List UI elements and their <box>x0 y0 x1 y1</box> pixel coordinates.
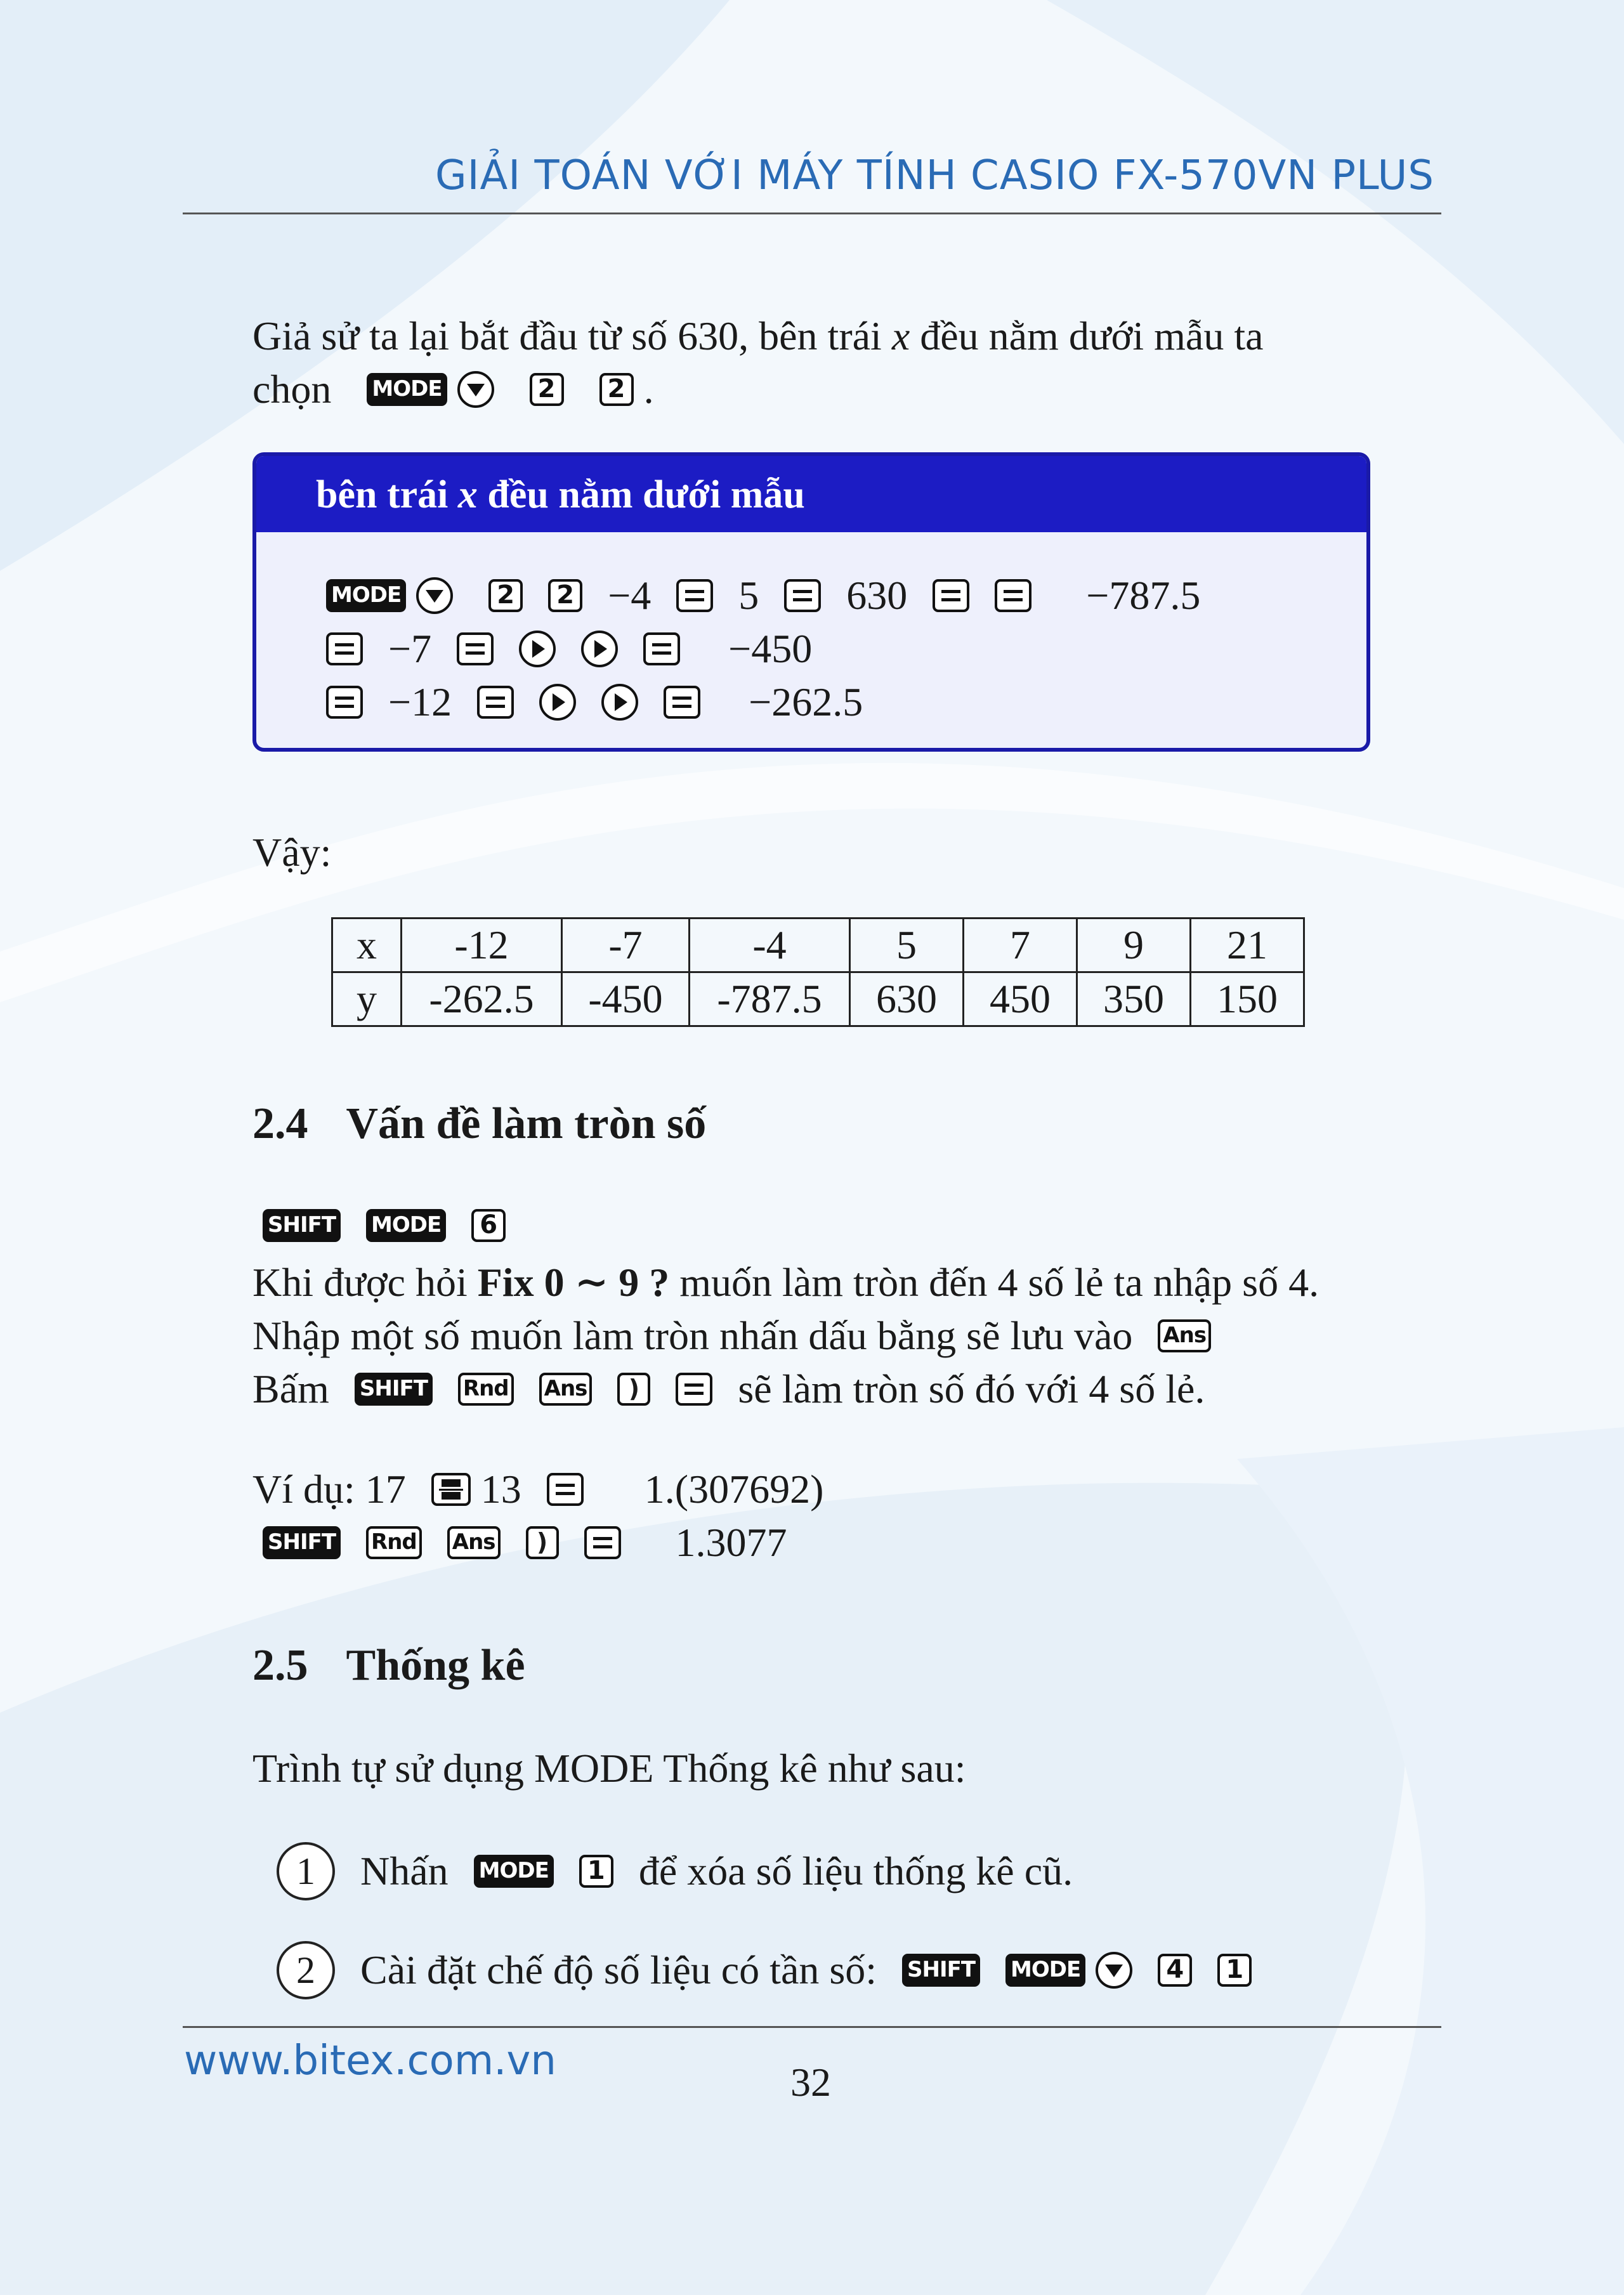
intro-text-b: đều nằm dưới mẫu ta <box>910 313 1264 358</box>
table-cell: -4 <box>690 919 850 972</box>
store-paragraph <box>252 1309 1211 1363</box>
table-cell: 150 <box>1191 972 1304 1026</box>
section-heading-2-5 <box>252 1640 525 1691</box>
shift-key: SHIFT <box>355 1373 433 1406</box>
intro-choose-label: chọn <box>252 367 332 412</box>
round-text-a: Bấm <box>252 1366 329 1411</box>
box-result: −450 <box>728 626 813 671</box>
box-row-1 <box>326 569 1200 622</box>
equals-key-icon <box>477 686 514 719</box>
box-row-2 <box>326 622 812 676</box>
statistics-intro: Trình tự sử dụng MODE Thống kê như sau: <box>252 1746 966 1791</box>
section-number: 2.4 <box>252 1099 308 1148</box>
equals-key-icon <box>933 579 969 612</box>
equals-key-icon <box>664 686 700 719</box>
ans-key: Ans <box>539 1373 593 1406</box>
equals-key-icon <box>643 632 680 665</box>
right-arrow-key-icon <box>601 684 638 721</box>
table-cell: x <box>332 919 402 972</box>
step-1-text-b: để xóa số liệu thống kê cũ. <box>638 1848 1073 1893</box>
example-line-1 <box>252 1463 823 1516</box>
table-cell: -262.5 <box>402 972 562 1026</box>
step-2-text: Cài đặt chế độ số liệu có tần số: <box>360 1947 877 1992</box>
equals-key-icon <box>676 579 713 612</box>
fix-text-a: Khi được hỏi <box>252 1260 478 1305</box>
equals-key-icon <box>676 1373 712 1406</box>
box-title-a: bên trái <box>316 473 458 516</box>
table-cell: 21 <box>1191 919 1304 972</box>
step-1 <box>277 1845 1073 1904</box>
table-row <box>332 919 1304 972</box>
table-cell: -787.5 <box>690 972 850 1026</box>
mode-key: MODE <box>1005 1954 1085 1987</box>
box-value: −7 <box>388 626 432 671</box>
fix-prompt: Fix 0 ∼ 9 ? <box>477 1260 670 1305</box>
footer-website-link[interactable]: www.bitex.com.vn <box>184 2037 556 2084</box>
step-1-text-a: Nhấn <box>360 1848 449 1893</box>
footer-divider <box>183 2026 1441 2028</box>
table-row <box>332 972 1304 1026</box>
header-divider <box>183 213 1441 214</box>
close-paren-key-icon: ) <box>617 1373 650 1406</box>
ans-key: Ans <box>1158 1319 1211 1352</box>
table-cell: 630 <box>850 972 964 1026</box>
shift-key: SHIFT <box>263 1209 341 1242</box>
section-number: 2.5 <box>252 1641 308 1690</box>
rnd-key: Rnd <box>366 1526 422 1559</box>
table-cell: -450 <box>562 972 690 1026</box>
table-cell: y <box>332 972 402 1026</box>
mode-key: MODE <box>326 579 406 612</box>
mode-key: MODE <box>367 373 447 406</box>
box-value: 5 <box>738 573 759 618</box>
example-result-1: 1.(307692) <box>644 1467 824 1512</box>
box-value: 630 <box>846 573 908 618</box>
key-1: 1 <box>579 1855 613 1888</box>
box-title-b: đều nằm dưới mẫu <box>477 473 805 516</box>
header-title: GIẢI TOÁN VỚI MÁY TÍNH CASIO FX-570VN PLUS <box>435 152 1434 199</box>
box-value: −12 <box>388 679 452 724</box>
box-result: −262.5 <box>749 679 863 724</box>
shift-key: SHIFT <box>263 1526 341 1559</box>
fix-paragraph <box>252 1256 1319 1309</box>
mode-key: MODE <box>474 1855 554 1888</box>
store-text: Nhập một số muốn làm tròn nhấn dấu bằng sẽ lưu vào <box>252 1313 1133 1358</box>
fix-key-sequence <box>263 1199 506 1252</box>
box-row-3 <box>326 676 863 729</box>
fix-text-b: muốn làm tròn đến 4 số lẻ ta nhập số 4. <box>669 1260 1320 1305</box>
intro-paragraph <box>252 310 1264 363</box>
table-cell: 9 <box>1077 919 1191 972</box>
rnd-key: Rnd <box>458 1373 514 1406</box>
equals-key-icon <box>457 632 494 665</box>
round-text-b: sẽ làm tròn số đó với 4 số lẻ. <box>738 1366 1205 1411</box>
step-number: 2 <box>277 1941 335 1999</box>
value-table <box>331 917 1305 1027</box>
equals-key-icon <box>326 686 363 719</box>
table-cell: 7 <box>964 919 1077 972</box>
page-number: 32 <box>790 2060 831 2105</box>
down-arrow-key-icon <box>457 371 494 408</box>
box-result: −787.5 <box>1086 573 1201 618</box>
key-4: 4 <box>1158 1954 1192 1987</box>
intro-variable: x <box>891 313 910 358</box>
intro-key-sequence <box>252 363 654 416</box>
mode-key: MODE <box>366 1209 446 1242</box>
right-arrow-key-icon <box>581 631 618 667</box>
example-label: Ví dụ: 17 <box>252 1467 406 1512</box>
intro-period: . <box>643 367 654 412</box>
section-heading-2-4 <box>252 1099 706 1149</box>
step-2 <box>277 1944 1252 2003</box>
step-number: 1 <box>277 1842 335 1900</box>
box-value: −4 <box>608 573 652 618</box>
example-result-2: 1.3077 <box>675 1520 787 1565</box>
key-2: 2 <box>488 579 523 612</box>
conclusion-label: Vậy: <box>252 830 332 875</box>
round-paragraph <box>252 1363 1205 1416</box>
section-title: Thống kê <box>346 1641 525 1690</box>
shift-key: SHIFT <box>902 1954 980 1987</box>
table-cell: -7 <box>562 919 690 972</box>
example-box-title <box>316 473 805 518</box>
table-cell: 350 <box>1077 972 1191 1026</box>
key-6: 6 <box>471 1209 506 1242</box>
right-arrow-key-icon <box>519 631 556 667</box>
example-line-2 <box>263 1516 787 1569</box>
intro-text-a: Giả sử ta lại bắt đầu từ số 630, bên trái <box>252 313 892 358</box>
equals-key-icon <box>584 1526 621 1559</box>
example-number: 13 <box>480 1467 521 1512</box>
equals-key-icon <box>326 632 363 665</box>
key-2: 2 <box>530 373 564 406</box>
right-arrow-key-icon <box>539 684 576 721</box>
box-title-variable: x <box>457 473 478 516</box>
table-cell: 5 <box>850 919 964 972</box>
key-2: 2 <box>599 373 634 406</box>
equals-key-icon <box>995 579 1031 612</box>
example-box <box>252 452 1370 752</box>
ans-key: Ans <box>447 1526 501 1559</box>
down-arrow-key-icon <box>416 577 453 614</box>
down-arrow-key-icon <box>1096 1952 1132 1989</box>
equals-key-icon <box>784 579 821 612</box>
key-2: 2 <box>548 579 582 612</box>
close-paren-key-icon: ) <box>526 1526 559 1559</box>
table-cell: 450 <box>964 972 1077 1026</box>
table-cell: -12 <box>402 919 562 972</box>
equals-key-icon <box>547 1473 584 1506</box>
key-1: 1 <box>1217 1954 1252 1987</box>
fraction-key-icon <box>431 1473 471 1506</box>
section-title: Vấn đề làm tròn số <box>346 1099 707 1148</box>
